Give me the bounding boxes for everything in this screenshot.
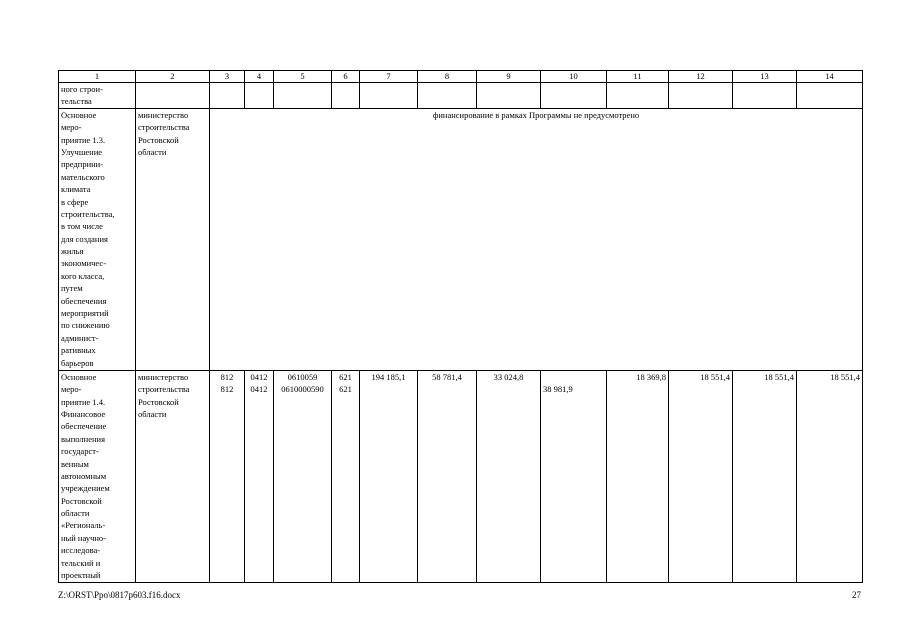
executor-cell	[136, 108, 210, 370]
amount-cell: 18 551,4	[797, 370, 863, 582]
text-line: министерство	[138, 371, 189, 382]
header-cell: 13	[733, 71, 797, 83]
code-line: 621	[339, 384, 352, 395]
text-line: меро-	[61, 384, 82, 395]
empty-cell	[607, 83, 669, 109]
header-cell: 14	[797, 71, 863, 83]
text-line: области	[138, 146, 167, 157]
header-cell: 5	[274, 71, 332, 83]
text-line: министерство	[138, 109, 189, 120]
text-line: по снижению	[61, 320, 110, 331]
text-line: государст-	[61, 446, 99, 457]
text-line: венным	[61, 458, 89, 469]
header-cell: 11	[607, 71, 669, 83]
text-line: мероприятий	[61, 308, 109, 319]
empty-cell	[136, 83, 210, 109]
empty-cell	[669, 83, 733, 109]
header-cell: 1	[59, 71, 136, 83]
grbs-code-cell	[210, 370, 245, 582]
text-line: мательского	[61, 171, 105, 182]
page-number: 27	[852, 590, 861, 600]
empty-cell	[418, 83, 477, 109]
code-line: 0610059	[287, 371, 318, 382]
empty-cell	[797, 83, 863, 109]
empty-cell	[541, 83, 607, 109]
text-line: приятие 1.3.	[61, 134, 106, 145]
text-line: барьеров	[61, 357, 94, 368]
code-line: 0610000590	[281, 384, 324, 395]
amount-cell: 18 551,4	[733, 370, 797, 582]
text-line: автономным	[61, 470, 107, 481]
text-line: меро-	[61, 122, 82, 133]
text-line: в сфере	[61, 196, 89, 207]
text-line: экономичес-	[61, 258, 107, 269]
text-line: строительства,	[61, 208, 115, 219]
blank-line	[543, 371, 604, 383]
program-table	[58, 70, 863, 583]
text-line: исследова-	[61, 545, 101, 556]
measure-name-cell	[59, 370, 136, 582]
text-line: Основное	[61, 371, 97, 382]
measure-1-4-row	[59, 370, 863, 582]
text-line: обеспечение	[61, 421, 107, 432]
code-line: 0412	[250, 371, 268, 382]
empty-cell	[360, 83, 418, 109]
text-line: ного строи-	[61, 84, 103, 94]
amount-cell: 58 781,4	[418, 370, 477, 582]
target-article-cell	[274, 370, 332, 582]
text-line: тельства	[61, 96, 92, 107]
total-amount-cell: 194 185,1	[360, 370, 418, 582]
text-line: «Региональ-	[61, 520, 106, 531]
text-line: Финансовое	[61, 408, 106, 419]
empty-cell	[245, 83, 274, 109]
expense-type-cell	[332, 370, 360, 582]
document-path: Z:\ORST\Ppo\0817p603.f16.docx	[58, 590, 181, 600]
text-line: учреждением	[61, 483, 110, 494]
header-cell: 4	[245, 71, 274, 83]
measure-name-cell	[59, 83, 136, 109]
section-code-cell	[245, 370, 274, 582]
text-line: выполнения	[61, 433, 105, 444]
empty-cell	[210, 83, 245, 109]
code-line: 621	[339, 371, 352, 382]
text-line: тельский и	[61, 557, 101, 568]
no-financing-note: финансирование в рамках Программы не предусмотрено	[210, 108, 863, 370]
code-line: 812	[220, 371, 234, 382]
text-line: проектный	[61, 570, 101, 581]
text-line: области	[138, 408, 167, 419]
amount-cell: 33 024,8	[477, 370, 541, 582]
header-cell: 3	[210, 71, 245, 83]
amount-cell: 18 369,8	[607, 370, 669, 582]
text-line: Улучшение	[61, 146, 103, 157]
text-line: строительства	[138, 384, 190, 395]
code-line: 812	[220, 384, 234, 395]
header-cell: 12	[669, 71, 733, 83]
empty-cell	[332, 83, 360, 109]
text-line: области	[61, 508, 90, 519]
text-line: предприни-	[61, 159, 104, 170]
measure-1-3-row	[59, 108, 863, 370]
header-cell: 9	[477, 71, 541, 83]
text-line: путем	[61, 283, 83, 294]
measure-name-cell	[59, 108, 136, 370]
header-cell: 8	[418, 71, 477, 83]
header-cell: 10	[541, 71, 607, 83]
empty-cell	[733, 83, 797, 109]
text-line: строительства	[138, 122, 190, 133]
text-line: для создания	[61, 233, 108, 244]
text-line: Ростовской	[138, 396, 179, 407]
amount-cell: 18 551,4	[669, 370, 733, 582]
header-cell: 7	[360, 71, 418, 83]
column-number-row	[59, 71, 863, 83]
text-line: Основное	[61, 109, 97, 120]
text-line: Ростовской	[61, 495, 102, 506]
executor-cell	[136, 370, 210, 582]
text-line: в том числе	[61, 221, 103, 232]
amount-cell	[541, 370, 607, 582]
text-line: жилья	[61, 246, 84, 257]
text-line: Ростовской	[138, 134, 179, 145]
header-cell: 6	[332, 71, 360, 83]
continuation-row	[59, 83, 863, 109]
text-line: админист-	[61, 332, 99, 343]
text-line: ративных	[61, 345, 96, 356]
text-line: кого класса,	[61, 270, 105, 281]
code-line: 0412	[250, 384, 268, 395]
text-line: ный научно-	[61, 532, 106, 543]
text-line: приятие 1.4.	[61, 396, 106, 407]
amount-value: 38 981,9	[543, 384, 573, 395]
text-line: обеспечения	[61, 295, 107, 306]
empty-cell	[477, 83, 541, 109]
empty-cell	[274, 83, 332, 109]
text-line: климата	[61, 184, 91, 195]
header-cell: 2	[136, 71, 210, 83]
